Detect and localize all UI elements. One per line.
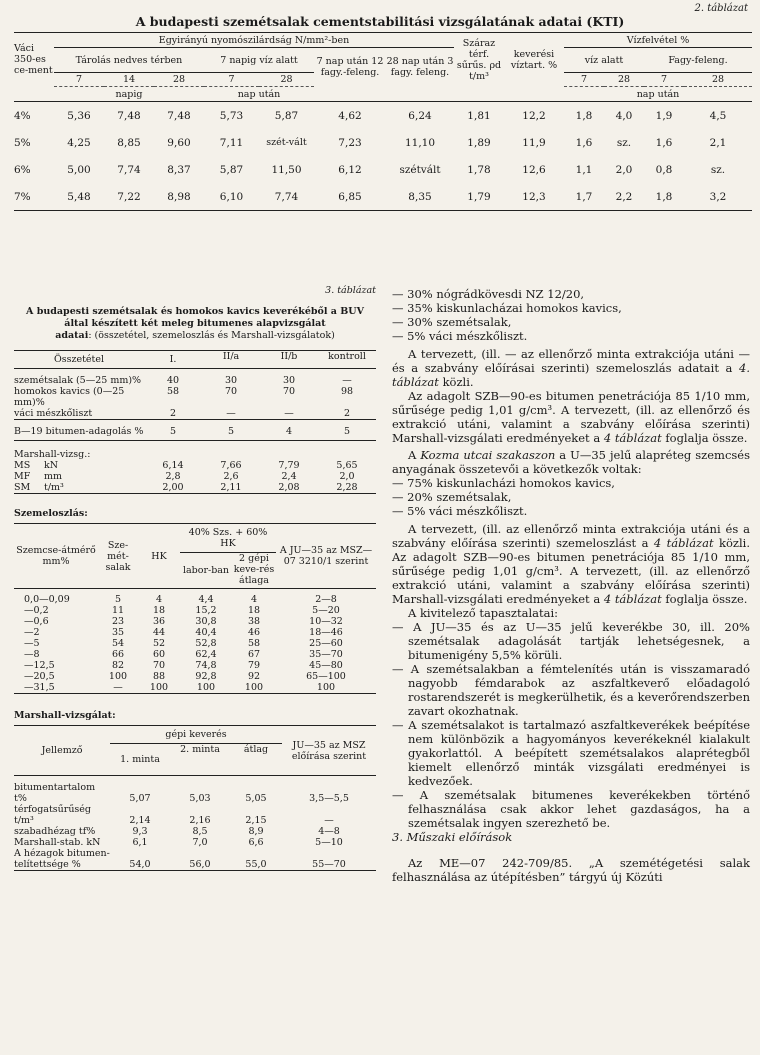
table-cell: 6,12 [338, 163, 362, 176]
row-label: —0,2 [24, 605, 49, 616]
section-heading: 3. Műszaki előírások [392, 830, 513, 844]
table-cell: 66 [111, 649, 125, 660]
h-28c: 28 [604, 73, 644, 87]
table-cell: 7,79 [278, 460, 300, 471]
table-row [14, 589, 376, 606]
table-cell: 18 [152, 605, 166, 616]
row-label: 6% [14, 163, 31, 176]
list-item: — 35% kiskunlacházai homokos kavics, [392, 301, 622, 315]
row-label: 4% [14, 109, 31, 122]
table-cell: szétvált [399, 163, 441, 176]
row-label: 7% [14, 183, 54, 211]
table-row [14, 102, 752, 130]
paragraph: Az ME—07 242-709/85. „A szemétégetési salak felhasználása az útépítésben” tárgyú új Közúti [392, 856, 750, 884]
list-item: — 75% kiskunlacházi homokos kavics, [392, 476, 615, 490]
table-row [14, 369, 376, 387]
table-cell: 2,14 [129, 815, 151, 826]
table-cell: 5,36 [67, 109, 91, 122]
table-cell: 62,4 [195, 649, 217, 660]
table-cell: 6,24 [408, 109, 432, 122]
table-cell: 5 [114, 594, 122, 605]
table-cell: 8,35 [386, 183, 454, 211]
row-label: szemétsalak (5—25 mm)% [14, 375, 142, 386]
table-cell: 5,87 [219, 163, 244, 176]
row-label: —12,5 [24, 660, 55, 671]
h-jellemzo: Jellemző [14, 726, 110, 776]
col-3fagy: 28 nap után 3 fagy. feleng. [386, 56, 454, 79]
table-cell: 100 [232, 682, 276, 694]
table-row [14, 826, 376, 837]
table-cell: 0,8 [655, 163, 673, 176]
table-ref: 4 táblázat [653, 536, 714, 550]
table-cell: 38 [247, 616, 261, 627]
table-cell: 52 [152, 638, 166, 649]
table-cell: 1,1 [575, 163, 593, 176]
table-cell: sz. [710, 163, 726, 176]
table-cell: 7,74 [117, 163, 141, 176]
table-cell: 100 [276, 682, 376, 694]
row-label: Marshall-stab. kN [14, 837, 101, 848]
text-run: Az adagolt SZB—90-es bitumen penetrációja 85 1/10 mm, sűrűsége pedig 1,01 g/cm³. A tervezett, (ill. az ellenőrző és extrakció utáni, valamint a szabvány előírása szerinti) Marshall-vizsgálati eredményeket a [392, 389, 750, 445]
h-hk: HK [138, 524, 180, 589]
row-label: —2 [24, 627, 40, 638]
h-osszetetel: Összetétel [14, 351, 144, 369]
row-label: váci mészkőliszt [14, 408, 93, 419]
table-cell: 2 [343, 408, 351, 419]
szem-label: Szemeloszlás: [14, 508, 88, 519]
table-note: 2. táblázat [694, 3, 748, 14]
table-cell: 92 [247, 671, 261, 682]
table-cell: 30 [282, 375, 296, 386]
table-cell: 7,66 [220, 460, 242, 471]
table-cell: 70 [282, 386, 296, 397]
list-item: — 5% váci mészkőliszt. [392, 329, 528, 343]
table-cell: 100 [108, 671, 128, 682]
table-cell: 1,79 [454, 183, 504, 211]
table-title: A budapesti szemétsalak cementstabilitási vizsgálatának adatai (KTI) [135, 14, 625, 29]
unit-nap-utan-2: nap után [564, 87, 752, 102]
table-cell: 25—60 [309, 638, 343, 649]
symbol: SM [14, 482, 31, 493]
grp-fagy: Fagy-feleng. [644, 48, 752, 73]
table-cell: 1,81 [467, 109, 491, 122]
table-cell: 11,10 [404, 136, 436, 149]
table-cell: 70 [224, 386, 238, 397]
list-item: — 5% váci mészkőliszt. [392, 504, 528, 518]
table-cell: 8,37 [167, 163, 191, 176]
h-7b: 7 [204, 73, 259, 87]
table-cell: 5—20 [312, 605, 340, 616]
grp-7nap: 7 napig víz alatt [204, 48, 314, 73]
h-labor: labor-ban [180, 553, 232, 589]
h-I: I. [144, 351, 202, 369]
h-ju: JU—35 az MSZ előírása szerint [282, 726, 376, 776]
table-cell: 7,74 [259, 183, 314, 211]
table-cell: szét-vált [266, 137, 307, 148]
table-cell: 2,0 [339, 471, 355, 482]
h-IIb: II/b [260, 351, 318, 369]
table-cell: 6,10 [204, 183, 259, 211]
table-cell: 35—70 [309, 649, 343, 660]
table-row [14, 671, 376, 682]
table-cell: 8,9 [248, 826, 264, 837]
table-cell: 55,0 [230, 848, 282, 871]
table-cell: — [324, 815, 334, 826]
table-cell: 54 [111, 638, 125, 649]
table-cell: 4—8 [318, 826, 340, 837]
text-run: közli. Az adagolt SZB—90-es bitumen penetrációja 85 1/10 mm, sűrűsége pedig 1,01 g/cm³. A tervezett, (ill. az ellenőrző extrakció utáni, valamint a szabvány előírása szerinti) Marshall-vizsgálati eredményeket a [392, 536, 750, 606]
table-cell: 2,6 [223, 471, 239, 482]
table-cell: 30 [224, 375, 238, 386]
bullet-item: — A szemétsalakot is tartalmazó aszfaltkeverékek beépítése nem különbözik a hagyományos keverékeknél kialakult gyakorlattól. A beépített szemétsalakos alaprétegből kiemelt ellenőrző minták vizsgálati eredményei is kedvezőek. [392, 718, 750, 788]
table-cell: 6,14 [162, 460, 184, 471]
table-cell: 12,2 [522, 109, 546, 122]
table-cell: 3,2 [684, 183, 752, 211]
table-cell: 2,8 [165, 471, 181, 482]
marshall-label: Marshall-vizsg.: [14, 449, 91, 460]
col-suruseg: Száraz térf. sűrűs. ρd t/m³ [454, 33, 504, 87]
text-run: a U—35 jelű alapréteg szemcsés anyagának összetevői a következők voltak: [392, 448, 750, 476]
bullet-item: — A szemétsalakban a fémtelenítés után is visszamaradó nagyobb fémdarabok az aszfaltkeverő előadagoló rostarendszerét is megkerülhetik, és a keverőrendszerben zavart okozhatnak. [392, 662, 750, 718]
table-cell: 100 [180, 682, 232, 694]
h-14: 14 [104, 73, 154, 87]
table-cell: 4,25 [67, 136, 91, 149]
table-cell: 35 [111, 627, 125, 638]
table-row [14, 616, 376, 627]
table-cell: 65—100 [306, 671, 346, 682]
table-row [14, 460, 376, 471]
table-cell: 52,8 [195, 638, 217, 649]
table-cell: 1,78 [467, 163, 491, 176]
table-cell: 12,3 [504, 183, 564, 211]
table3-block [14, 285, 376, 871]
paragraph: A kivitelező tapasztalatai: [408, 606, 559, 620]
table-cell: 6,85 [314, 183, 386, 211]
row-label [14, 460, 144, 471]
row-label: —5 [24, 638, 40, 649]
table-cell: 79 [247, 660, 261, 671]
table-cell: 55—70 [282, 848, 376, 871]
table-row [14, 804, 376, 826]
table-cell: 4 [155, 594, 163, 605]
table-cell: 54,0 [110, 848, 170, 871]
h-7c: 7 [564, 73, 604, 87]
table-cell: 82 [111, 660, 125, 671]
table-cell: 36 [152, 616, 166, 627]
h-gepi-keveres: gépi keverés [110, 726, 282, 744]
table3-subtitle [14, 330, 376, 342]
table-row [14, 156, 752, 183]
list-item: — 30% szemétsalak, [392, 315, 512, 329]
h-m1: 1. minta [110, 744, 170, 776]
subtitle-bold: adatai [55, 330, 89, 341]
h-28: 28 [154, 73, 204, 87]
table-cell: 2,2 [604, 183, 644, 211]
place-ref: Kozma utcai szakaszon [420, 448, 556, 462]
grp-nyomo: Egyirányú nyomószilárdság N/mm²-ben [54, 33, 454, 48]
table-cell: 7,11 [219, 136, 244, 149]
table-cell: 40 [166, 375, 180, 386]
table-cell: 5,07 [129, 793, 151, 804]
table-cell: 5,87 [274, 109, 299, 122]
table-cell: 4 [250, 594, 258, 605]
marshall-table [14, 725, 376, 871]
table-cell: 18 [247, 605, 261, 616]
row-label: homokos kavics (0—25 mm)% [14, 386, 125, 408]
table-row [14, 627, 376, 638]
unit: kN [44, 460, 59, 471]
table-cell: 60 [152, 649, 166, 660]
table3-note: 3. táblázat [325, 285, 376, 296]
table-cell: 2—8 [315, 594, 337, 605]
row-label: bitumentartalom t% [14, 782, 96, 804]
table-cell: 45—80 [309, 660, 343, 671]
table-cell: 8,85 [117, 136, 141, 149]
h-28d: 28 [684, 73, 752, 87]
unit: mm [44, 471, 63, 482]
row-label: A hézagok bitumen-telítettsége % [14, 848, 110, 870]
table-cell: 2,4 [281, 471, 297, 482]
table-cell: 4,0 [615, 109, 633, 122]
table-cell: 74,8 [195, 660, 217, 671]
table-cell: 6,1 [132, 837, 148, 848]
table-cell: 11 [111, 605, 125, 616]
table-cell: 44 [152, 627, 166, 638]
h-grp40: 40% Szs. + 60% HK [180, 524, 276, 553]
table-cell: 5,05 [245, 793, 267, 804]
table-cell: 5,03 [189, 793, 211, 804]
table-cell: 2,0 [615, 163, 633, 176]
table-cell: 67 [247, 649, 261, 660]
table-cell: 5,73 [219, 109, 244, 122]
table-cell: 92,8 [195, 671, 217, 682]
table-cell: 5,65 [336, 460, 358, 471]
table-cell: 2 [169, 408, 177, 419]
text-run: A tervezett, (ill. — az ellenőrző minta extrakciója utáni — és a szabvány előírásai szerinti) szemeloszlás adatait a [392, 347, 750, 375]
h-atmero: Szemcse-átmérő mm% [14, 524, 98, 589]
unit-nap-utan: nap után [204, 87, 314, 102]
table-cell: 2,11 [202, 482, 260, 494]
row-label: —0,6 [24, 616, 49, 627]
table-cell: 12,6 [522, 163, 546, 176]
table-cell: 98 [340, 386, 354, 397]
table-cell: 8,5 [192, 826, 208, 837]
table-cell: 2,00 [144, 482, 202, 494]
table-row [14, 129, 752, 156]
table-cell: 2,28 [318, 482, 376, 494]
table-cell: 100 [138, 682, 180, 694]
text-run: foglalja össze. [661, 431, 748, 445]
table-cell: 2,1 [709, 136, 727, 149]
unit: t/m³ [44, 482, 64, 493]
text-run: A tervezett, (ill. az ellenőrző minta extrakciója utáni és a szabvány előírása szerinti) szemeloszlást a [392, 522, 750, 550]
table-cell: 6,6 [248, 837, 264, 848]
table-cell: 2,16 [189, 815, 211, 826]
table-cell: 7,48 [117, 109, 141, 122]
table-cell: 4,4 [198, 594, 214, 605]
table-cell: 23 [111, 616, 125, 627]
paragraph [392, 448, 750, 476]
row-label: 5% [14, 136, 31, 149]
row-label: —20,5 [24, 671, 55, 682]
table-cell: 5,48 [54, 183, 104, 211]
table-row [14, 638, 376, 649]
table-cell: 11,50 [271, 163, 302, 176]
col-vizzar: keverési víztart. % [504, 33, 564, 87]
table-cell: 1,7 [564, 183, 604, 211]
subtitle-rest: : (összetétel, szemeloszlás és Marshall-vizsgálatok) [88, 330, 335, 341]
composition-table [14, 350, 376, 494]
table-cell: 5 [202, 420, 260, 441]
table-row [14, 605, 376, 616]
table-cell: 9,3 [132, 826, 148, 837]
h-kontroll: kontroll [318, 351, 376, 369]
table-cell: — [284, 408, 294, 419]
text-run: A [408, 448, 421, 462]
table-cell: 9,60 [167, 136, 191, 149]
table-cell: 4,62 [338, 109, 362, 122]
mv-label: Marshall-vizsgálat: [14, 710, 116, 721]
table-cell: 2,15 [245, 815, 267, 826]
row-label: szabadhézag tf% [14, 826, 96, 837]
table-ref: 4 táblázat [603, 431, 662, 445]
table-cell: 40,4 [195, 627, 217, 638]
table-cell: 3,5—5,5 [309, 793, 349, 804]
table-cell: 4,5 [709, 109, 727, 122]
list-item: — 20% szemétsalak, [392, 490, 512, 504]
text-run: foglalja össze. [661, 592, 748, 606]
h-28b: 28 [259, 73, 314, 87]
table-cell: — [226, 408, 236, 419]
paragraph [392, 389, 750, 445]
table-row [14, 183, 752, 211]
col-12fagy: 7 nap után 12 fagy.-feleng. [316, 56, 384, 79]
table-cell: — [98, 682, 138, 694]
table-cell: 46 [247, 627, 261, 638]
table-row [14, 420, 376, 441]
table-cell: 88 [152, 671, 166, 682]
row-label [14, 482, 144, 494]
table-cell: 7,48 [167, 109, 191, 122]
table-ref: 4 táblázat [603, 592, 662, 606]
table-row [14, 660, 376, 671]
table-ref: 4. táblázat [392, 361, 750, 389]
row-label: B—19 bitumen-adagolás % [14, 420, 144, 441]
row-label: —31,5 [14, 682, 98, 694]
table-row [14, 776, 376, 805]
grp-vizalatt: víz alatt [564, 48, 644, 73]
table-cell: 5 [318, 420, 376, 441]
grp-vizfel: Vízfelvétel % [564, 33, 752, 48]
table-cell: 1,8 [575, 109, 593, 122]
h-gepi: 2 gépi keve-rés átlaga [232, 553, 276, 589]
row-label: —8 [24, 649, 40, 660]
paragraph [392, 347, 750, 389]
table-cell: 8,98 [154, 183, 204, 211]
body-text [392, 287, 750, 884]
table-row [14, 408, 376, 420]
table-cell: 10—32 [309, 616, 343, 627]
table-cell: 7,0 [192, 837, 208, 848]
table-cell: 58 [166, 386, 180, 397]
table-cell: 56,0 [170, 848, 230, 871]
table-row [14, 482, 376, 494]
table-cell: 5—10 [315, 837, 343, 848]
symbol: MF [14, 471, 31, 482]
table-row [14, 848, 376, 871]
h-IIa: II/a [202, 351, 260, 369]
table-cell: sz. [616, 136, 632, 149]
grading-table [14, 523, 376, 694]
table-cell: 7,23 [338, 136, 362, 149]
table-cell: 30,8 [195, 616, 217, 627]
bullet-item: — A szemétsalak bitumenes keverékekben történő felhasználása csak akkor lehet gazdaságos, ha a szemétsalak ingyen szerezhető be. [392, 788, 750, 830]
table-cell: 7,22 [104, 183, 154, 211]
table-cell: 5,00 [67, 163, 91, 176]
table-cell: 70 [152, 660, 166, 671]
table-row [14, 837, 376, 848]
text-run: közli. [438, 375, 474, 389]
h-7d: 7 [644, 73, 684, 87]
unit-napig: napig [54, 87, 204, 102]
table-cell: — [342, 375, 352, 386]
cement-table [14, 32, 752, 211]
h-atlag: átlag [230, 744, 282, 776]
grp-tarolas: Tárolás nedves térben [54, 48, 204, 73]
table-cell: 1,6 [655, 136, 673, 149]
col-cement: Váci 350-es ce-ment [14, 33, 54, 87]
table-cell: 2,08 [260, 482, 318, 494]
paragraph [392, 522, 750, 606]
table-cell: 1,9 [655, 109, 673, 122]
table-cell: 15,2 [195, 605, 217, 616]
row-label [14, 471, 144, 482]
row-label: térfogatsűrűség t/m³ [14, 804, 92, 826]
table-row [14, 649, 376, 660]
list-item: — 30% nógrádkövesdi NZ 12/20, [392, 287, 585, 301]
table-cell: 1,8 [644, 183, 684, 211]
table-cell: 11,9 [522, 136, 546, 149]
table-cell: 5 [144, 420, 202, 441]
h-m2: 2. minta [170, 744, 230, 776]
row-label: 0,0—0,09 [24, 594, 70, 605]
bullet-item: — A JU—35 és az U—35 jelű keverékbe 30, ill. 20% szemétsalak adagolását tartják lehetségesnek, a bitumenigény 5,5% körüli. [392, 620, 750, 662]
table3-title: A budapesti szemétsalak és homokos kavics keverékéből a BUV által készített két meleg bitumenes alapvizsgálat [26, 306, 364, 329]
table-row [14, 471, 376, 482]
h-salak: Sze-mét-salak [98, 524, 138, 589]
table-cell: 1,6 [575, 136, 593, 149]
table-cell: 1,89 [467, 136, 491, 149]
table-row [14, 682, 376, 694]
h-7: 7 [54, 73, 104, 87]
table-cell: 4 [260, 420, 318, 441]
h-aju: A JU—35 az MSZ—07 3210/1 szerint [276, 524, 376, 589]
table-cell: 18—46 [309, 627, 343, 638]
table-cell: 58 [247, 638, 261, 649]
table-row [14, 386, 376, 408]
symbol: MS [14, 460, 31, 471]
